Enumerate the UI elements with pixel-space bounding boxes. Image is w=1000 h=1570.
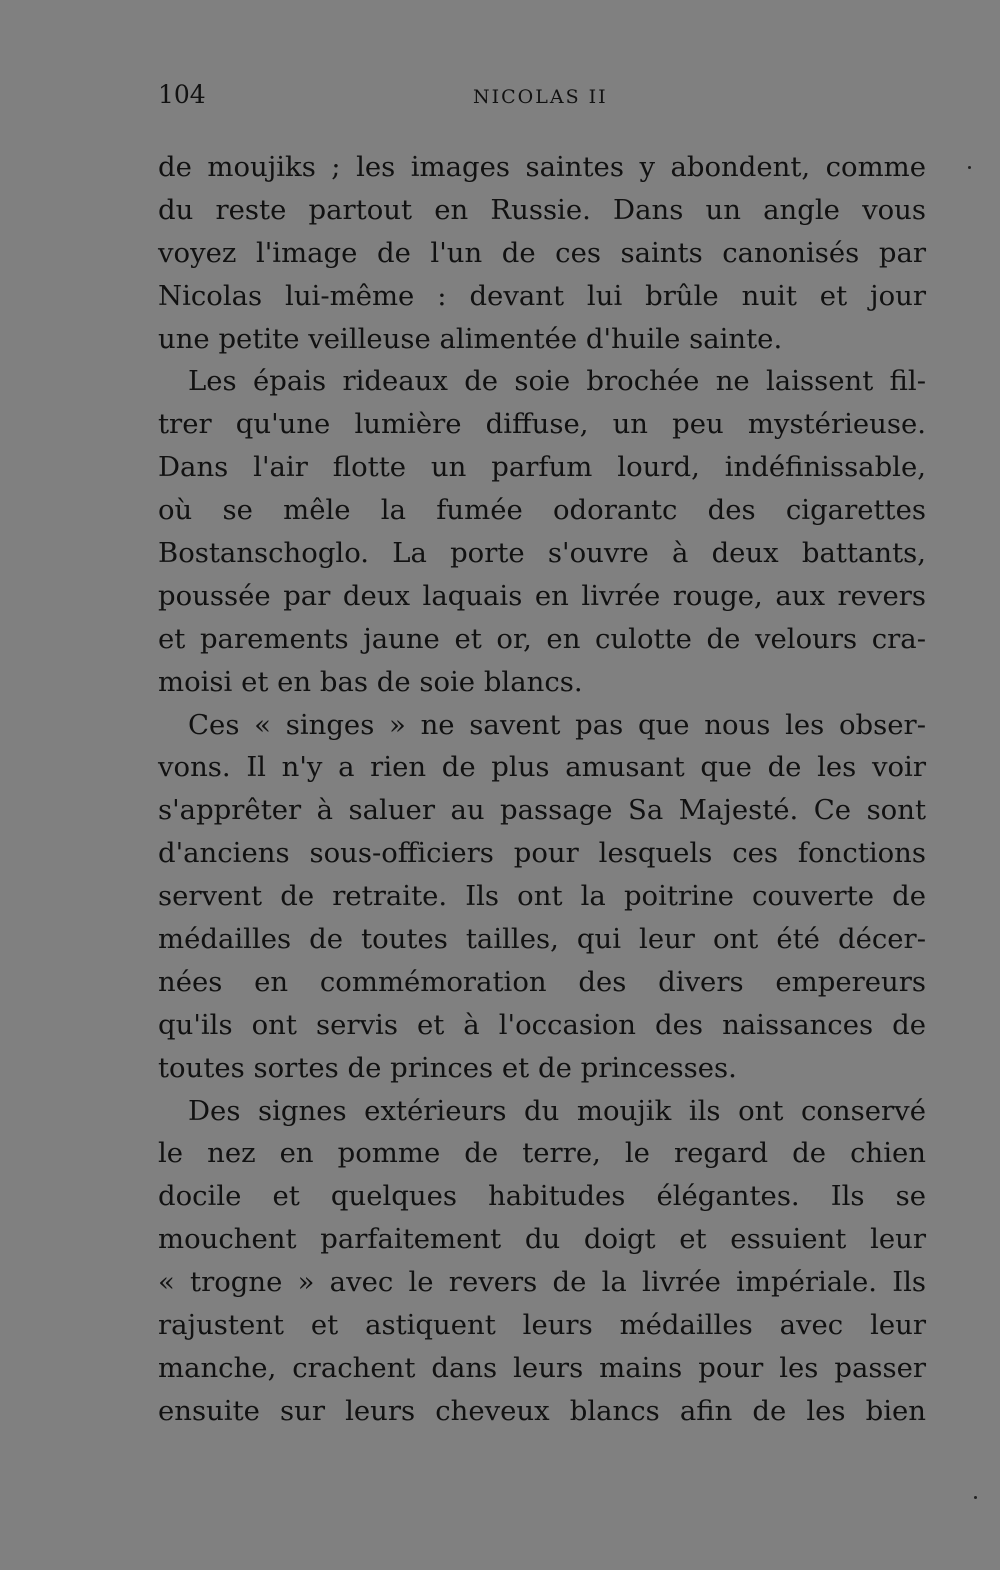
text-line: voyez l'image de l'un de ces saints canonisés par	[158, 236, 926, 269]
text-line: nées en commémoration des divers empereurs	[158, 965, 926, 998]
text-line: « trogne » avec le revers de la livrée impériale. Ils	[158, 1266, 926, 1299]
text-line: moisi et en bas de soie blancs.	[158, 665, 583, 698]
text-line: poussée par deux laquais en livrée rouge, aux revers	[158, 579, 926, 612]
page-header	[158, 80, 926, 120]
running-head: NICOLAS II	[473, 86, 608, 108]
text-line: docile et quelques habitudes élégantes. Ils se	[158, 1180, 926, 1213]
scan-speck	[974, 1496, 977, 1499]
text-line: et parements jaune et or, en culotte de velours cra-	[158, 622, 926, 655]
text-line: d'anciens sous-officiers pour lesquels ces fonctions	[158, 837, 926, 870]
scan-speck	[968, 166, 971, 169]
text-line: du reste partout en Russie. Dans un angle vous	[158, 193, 926, 226]
text-line: le nez en pomme de terre, le regard de chien	[158, 1137, 926, 1170]
text-line: servent de retraite. Ils ont la poitrine couverte de	[158, 880, 926, 913]
text-line: rajustent et astiquent leurs médailles avec leur	[158, 1309, 926, 1342]
text-line: mouchent parfaitement du doigt et essuient leur	[158, 1223, 926, 1256]
text-line: Ces « singes » ne savent pas que nous les obser-	[188, 708, 926, 741]
text-line: vons. Il n'y a rien de plus amusant que de les voir	[158, 751, 926, 784]
paragraph	[158, 146, 926, 360]
text-line: manche, crachent dans leurs mains pour les passer	[158, 1351, 926, 1384]
body-text	[158, 146, 926, 1433]
paragraph	[158, 1090, 926, 1433]
text-line: toutes sortes de princes et de princesses.	[158, 1051, 737, 1084]
text-line: médailles de toutes tailles, qui leur ont été décer-	[158, 923, 926, 956]
page-number: 104	[158, 80, 206, 109]
text-line: Nicolas lui-même : devant lui brûle nuit et jour	[158, 279, 926, 312]
text-line: qu'ils ont servis et à l'occasion des naissances de	[158, 1008, 926, 1041]
paragraph	[158, 704, 926, 1090]
paragraph	[158, 360, 926, 703]
text-line: Bostanschoglo. La porte s'ouvre à deux battants,	[158, 537, 926, 570]
text-line: Dans l'air flotte un parfum lourd, indéfinissable,	[158, 451, 926, 484]
text-line: une petite veilleuse alimentée d'huile sainte.	[158, 322, 783, 355]
text-line: Les épais rideaux de soie brochée ne laissent fil-	[188, 365, 926, 398]
text-line: s'apprêter à saluer au passage Sa Majesté. Ce sont	[158, 794, 926, 827]
text-line: trer qu'une lumière diffuse, un peu mystérieuse.	[158, 408, 926, 441]
text-line: où se mêle la fumée odorantc des cigarettes	[158, 494, 926, 527]
text-line: ensuite sur leurs cheveux blancs afin de les bien	[158, 1394, 926, 1427]
text-line: de moujiks ; les images saintes y abondent, comme	[158, 151, 926, 183]
text-line: Des signes extérieurs du moujik ils ont conservé	[188, 1094, 926, 1127]
